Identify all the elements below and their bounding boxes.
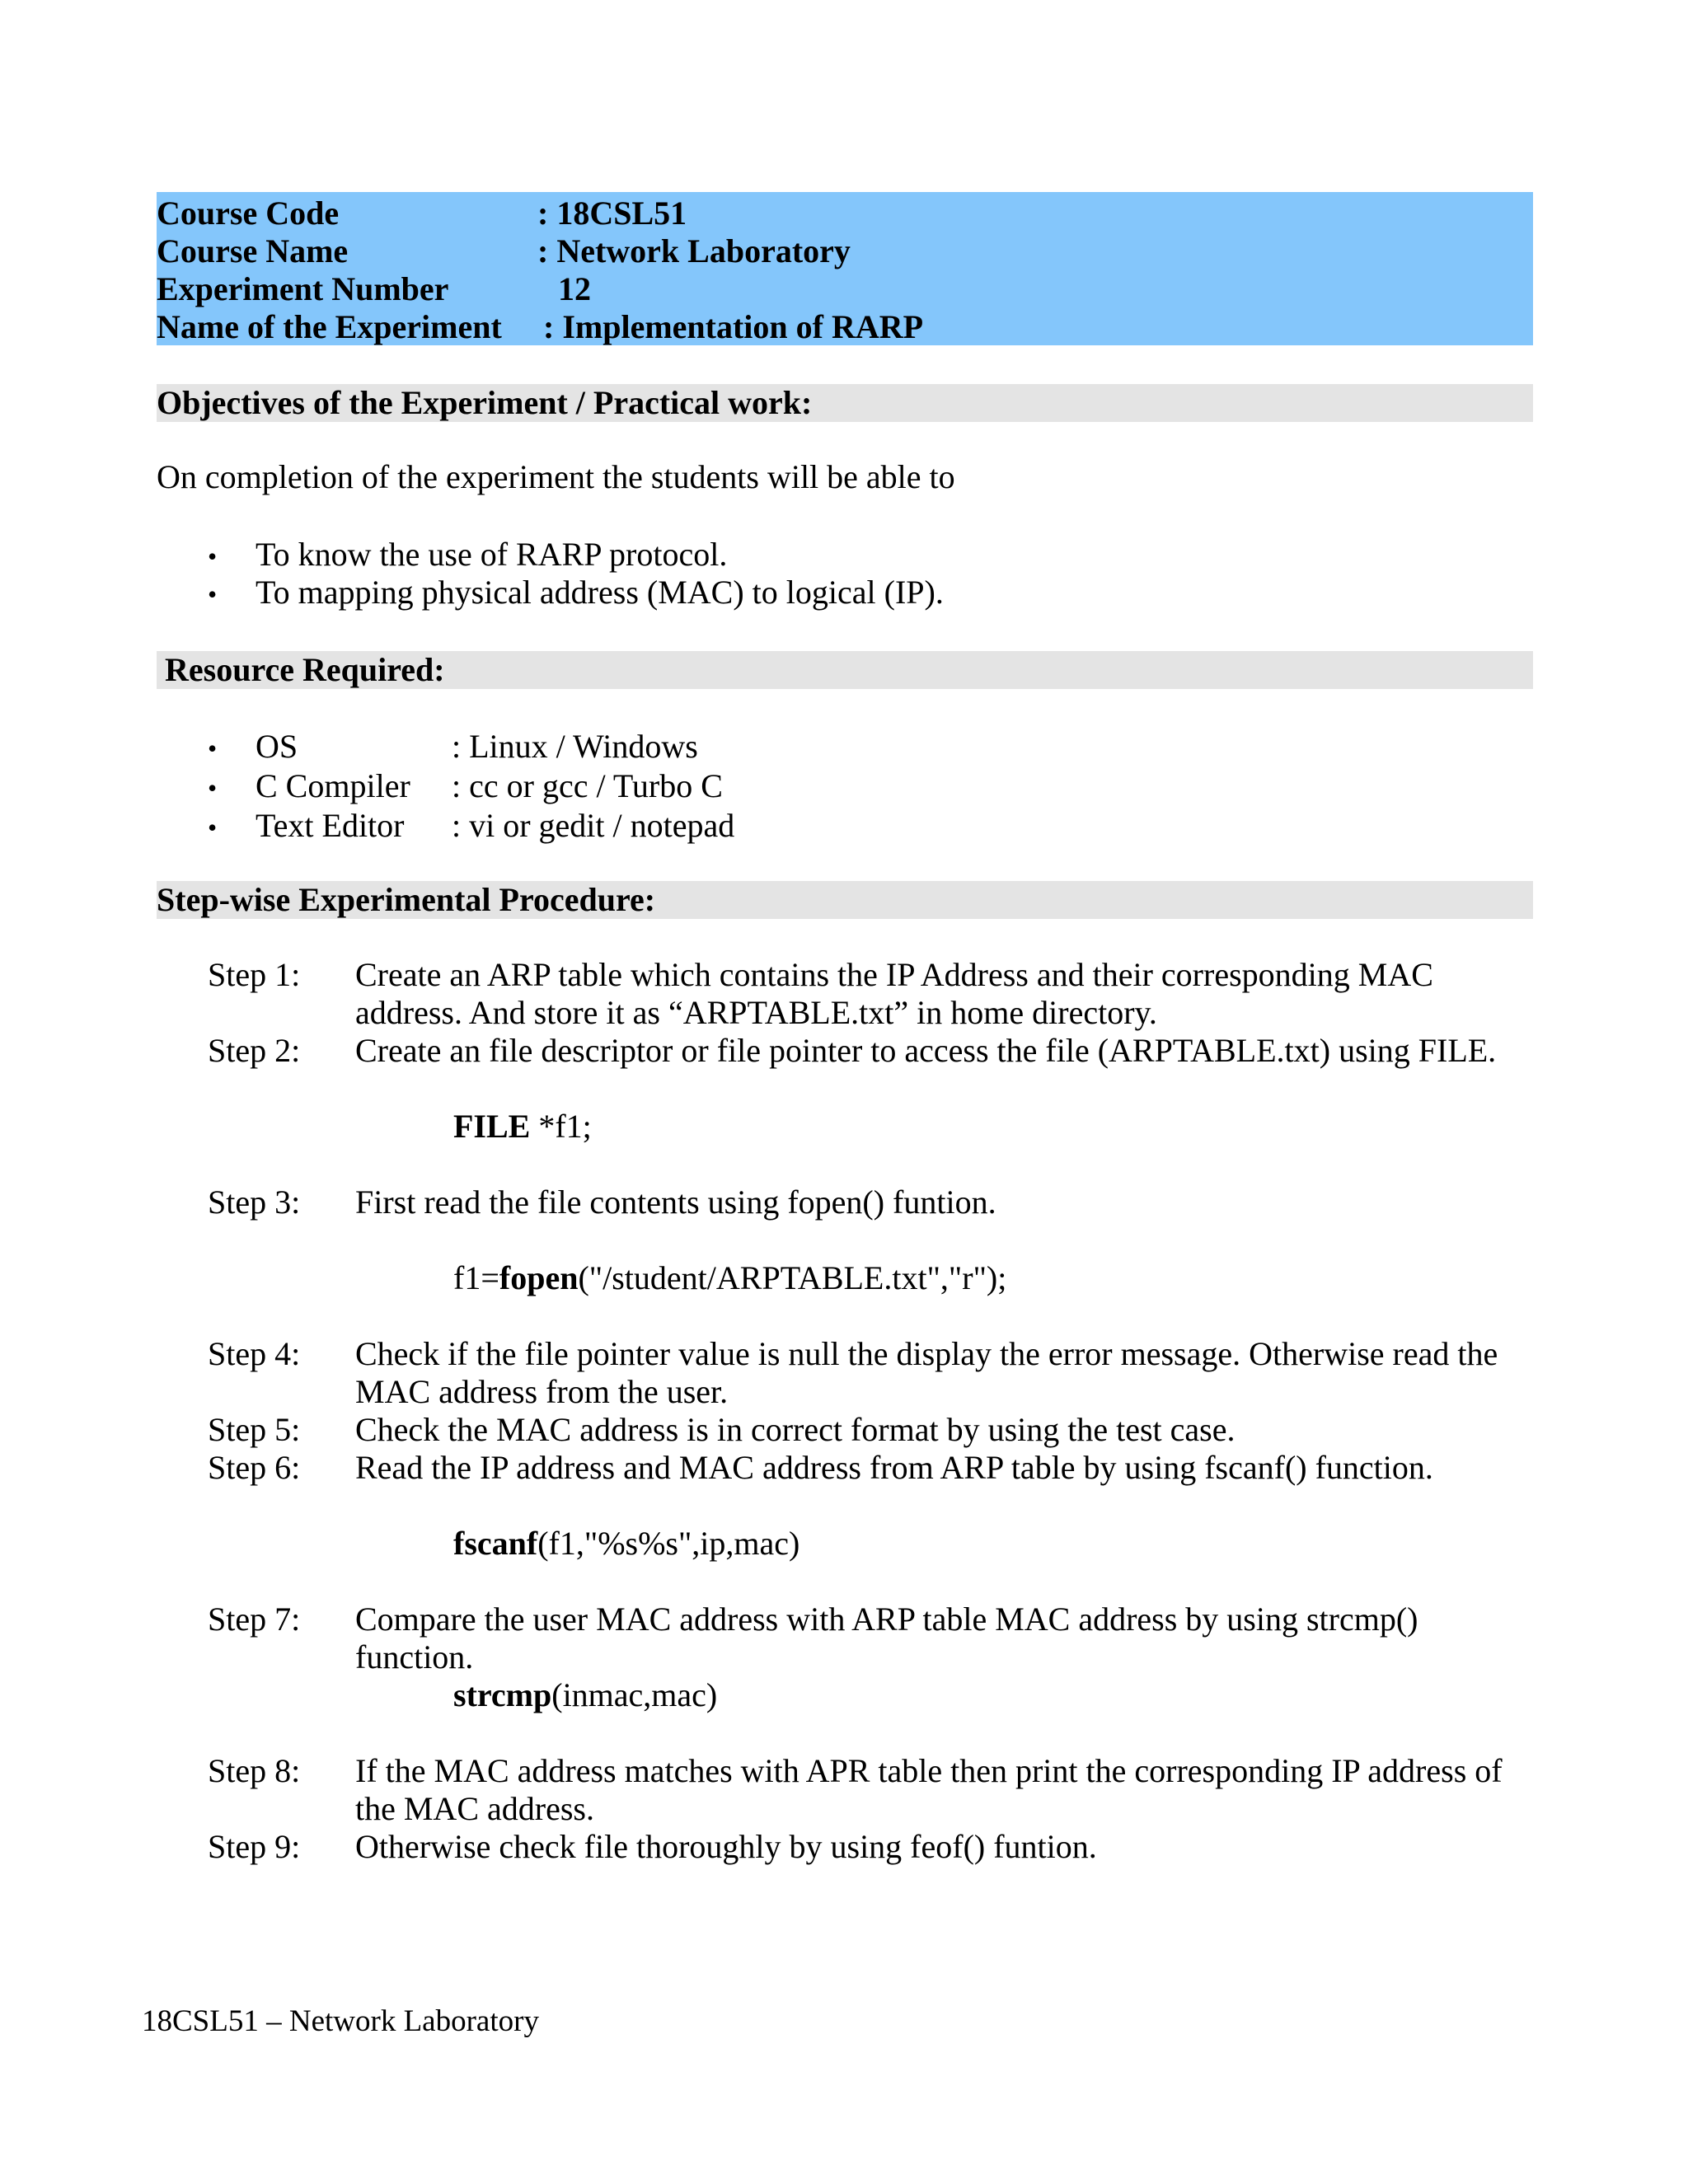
resource-value: : vi or gedit / notepad [452,807,735,844]
page-footer: 18CSL51 – Network Laboratory [142,2004,539,2038]
resource-value: : cc or gcc / Turbo C [452,767,723,804]
resource-name: OS [256,728,298,765]
bullet-icon: • [208,733,218,763]
objective-item: To mapping physical address (MAC) to logical (IP). [256,574,944,611]
step-text: Create an ARP table which contains the IP Address and their corresponding MAC [355,956,1433,993]
code-keyword: fscanf [453,1525,538,1562]
code-keyword: strcmp [453,1676,552,1713]
step-label: Step 7: [208,1601,301,1638]
code-keyword: FILE [453,1108,531,1145]
resources-heading-bar [157,651,1533,689]
step-text: address. And store it as “ARPTABLE.txt” in home directory. [355,994,1157,1031]
code-keyword: fopen [499,1259,579,1296]
step-label: Step 5: [208,1411,301,1448]
objectives-heading-bar [157,384,1533,422]
code-rest: (f1,"%s%s",ip,mac) [537,1525,800,1562]
procedure-heading: Step-wise Experimental Procedure: [157,881,656,918]
objectives-intro: On completion of the experiment the students will be able to [157,458,955,495]
resource-value: : Linux / Windows [452,728,698,765]
header-value: 12 [558,270,591,307]
step-text: MAC address from the user. [355,1373,729,1410]
step-text: function. [355,1638,474,1675]
step-label: Step 9: [208,1828,301,1865]
step-text: the MAC address. [355,1790,594,1827]
header-label: Course Name [157,232,349,269]
header-value: : Implementation of RARP [543,308,924,345]
step-label: Step 6: [208,1449,301,1486]
bullet-icon: • [208,579,218,609]
step-text: Create an file descriptor or file pointer to access the file (ARPTABLE.txt) using FILE. [355,1032,1497,1069]
bullet-icon: • [208,773,218,803]
header-value: : Network Laboratory [537,232,851,269]
resource-name: C Compiler [256,767,410,804]
header-label: Name of the Experiment [157,308,502,345]
bullet-icon: • [208,813,218,842]
step-text: Compare the user MAC address with ARP table MAC address by using strcmp() [355,1601,1418,1638]
step-text: First read the file contents using fopen() funtion. [355,1183,996,1221]
header-label: Experiment Number [157,270,449,307]
step-text: If the MAC address matches with APR table then print the corresponding IP address of [355,1752,1503,1789]
code-rest: ("/student/ARPTABLE.txt","r"); [578,1259,1007,1296]
step-text: Otherwise check file thoroughly by using feof() funtion. [355,1828,1097,1865]
objectives-heading: Objectives of the Experiment / Practical work: [157,384,813,421]
resources-heading: Resource Required: [165,651,445,688]
bullet-icon: • [208,541,218,571]
code-fscanf [453,1525,799,1563]
objective-item: To know the use of RARP protocol. [256,536,728,573]
resource-name: Text Editor [256,807,405,844]
code-rest: (inmac,mac) [551,1676,718,1713]
step-text: Check if the file pointer value is null the display the error message. Otherwise read the [355,1335,1498,1372]
step-text: Read the IP address and MAC address from ARP table by using fscanf() function. [355,1449,1433,1486]
step-label: Step 2: [208,1032,301,1069]
step-label: Step 4: [208,1335,301,1372]
step-label: Step 8: [208,1752,301,1789]
code-file-declaration [453,1108,592,1146]
step-label: Step 1: [208,956,301,993]
procedure-heading-bar [157,881,1533,919]
step-text: Check the MAC address is in correct format by using the test case. [355,1411,1236,1448]
header-value: : 18CSL51 [537,194,687,232]
header-label: Course Code [157,194,340,232]
code-strcmp [453,1676,717,1714]
code-fopen [453,1259,1006,1297]
step-label: Step 3: [208,1183,301,1221]
code-pre: f1= [453,1259,499,1296]
code-rest: *f1; [530,1108,592,1145]
